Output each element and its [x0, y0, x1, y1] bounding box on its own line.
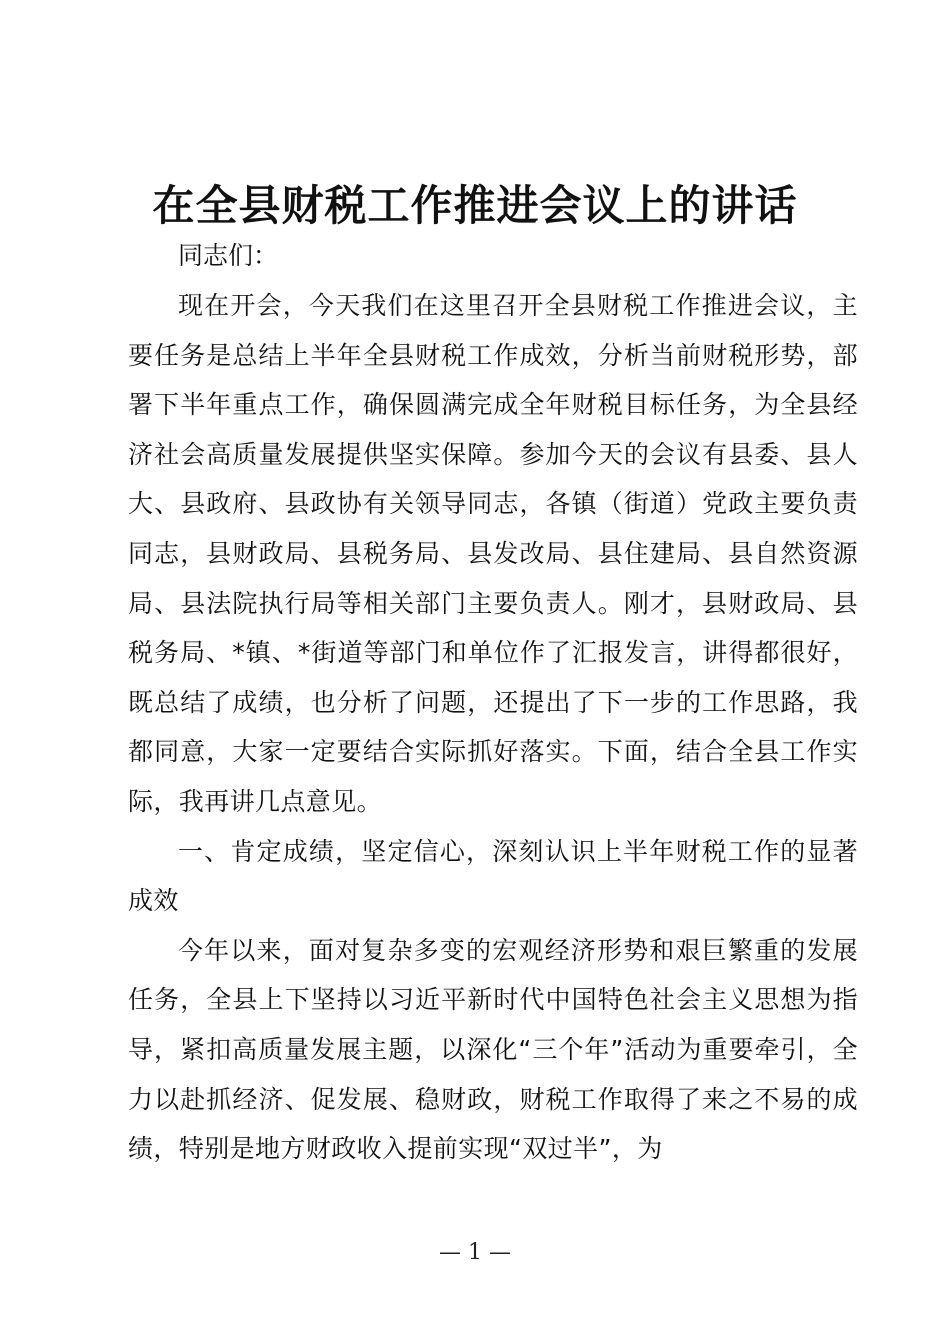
page-number: — 1 — — [439, 1240, 511, 1265]
document-title: 在全县财税工作推进会议上的讲话 — [152, 181, 798, 230]
section-heading-1: 一、肯定成绩，坚定信心，深刻认识上半年财税工作的显著成效 — [128, 836, 858, 916]
document-body — [128, 281, 858, 1174]
section-1-paragraph: 今年以来，面对复杂多变的宏观经济形势和艰巨繁重的发展任务，全县上下坚持以习近平新时代中国特色社会主义思想为指导，紧扣高质量发展主题，以深化“三个年”活动为重要牵引，全力以赴抓经济、促发展、稳财政，财税工作取得了来之不易的成绩，特别是地方财政收入提前实现“双过半”，为 — [128, 935, 858, 1164]
salutation: 同志们： — [178, 241, 279, 270]
opening-paragraph: 现在开会，今天我们在这里召开全县财税工作推进会议，主要任务是总结上半年全县财税工作成效，分析当前财税形势，部署下半年重点工作，确保圆满完成全年财税目标任务，为全县经济社会高质量发展提供坚实保障。参加今天的会议有县委、县人大、县政府、县政协有关领导同志，各镇（街道）党政主要负责同志，县财政局、县税务局、县发改局、县住建局、县自然资源局、县法院执行局等相关部门主要负责人。刚才，县财政局、县税务局、*镇、*街道等部门和单位作了汇报发言，讲得都很好，既总结了成绩，也分析了问题，还提出了下一步的工作思路，我都同意，大家一定要结合实际抓好落实。下面，结合全县工作实际，我再讲几点意见。 — [128, 291, 858, 816]
